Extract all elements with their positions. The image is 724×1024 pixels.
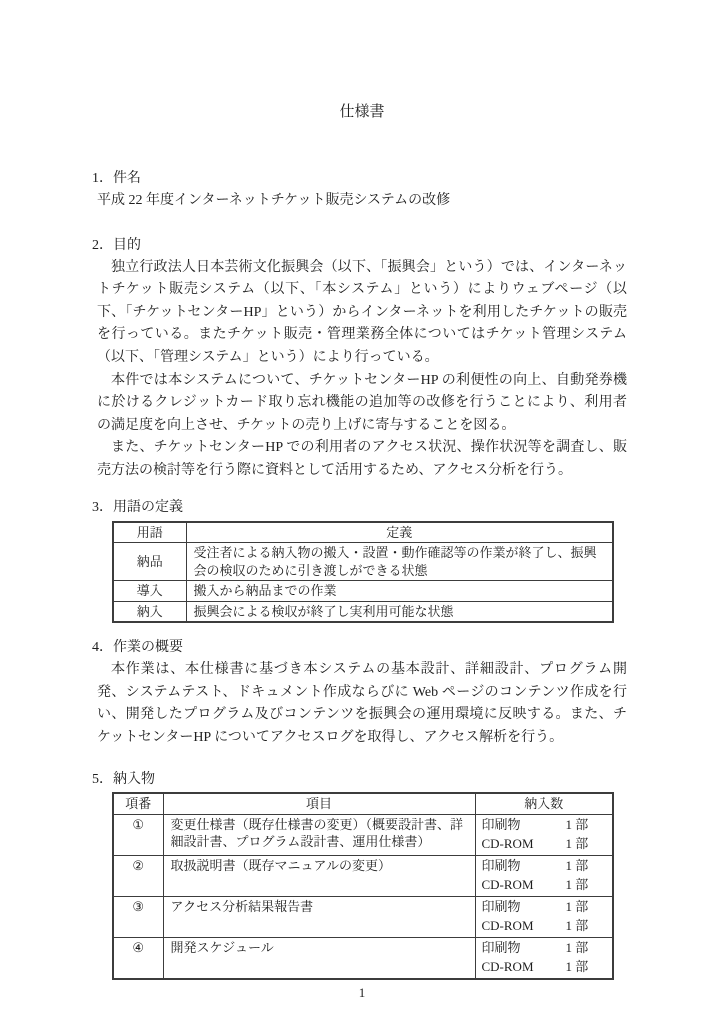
deliverables-table	[112, 792, 614, 980]
quantity-line	[476, 835, 613, 854]
quantity-cell	[475, 855, 613, 896]
media-label: 印刷物	[481, 939, 521, 955]
media-label: CD-ROM	[481, 917, 534, 933]
deliverables-table-header-row	[113, 793, 613, 814]
definition-cell: 振興会による検収が終了し実利用可能な状態	[186, 601, 613, 622]
term-cell: 納入	[113, 601, 186, 622]
item-name-cell: 取扱説明書（既存マニュアルの変更）	[163, 855, 475, 896]
quantity-cell	[475, 937, 613, 979]
quantity-cell	[475, 814, 613, 855]
quantity-line	[476, 876, 613, 895]
section-1-body: 平成 22 年度インターネットチケット販売システムの改修	[97, 193, 451, 208]
definition-cell: 搬入から納品までの作業	[186, 581, 613, 602]
terms-table-header-row	[113, 522, 613, 543]
quantity-line	[476, 939, 613, 958]
quantity-line	[476, 816, 613, 835]
table-row	[113, 896, 613, 937]
item-number-cell: ②	[113, 855, 163, 896]
media-count: 1 部	[565, 816, 589, 832]
section-4-paragraph-1: 本作業は、本仕様書に基づき本システムの基本設計、詳細設計、プログラム開発、システムテスト、ドキュメント作成ならびに Web ページのコンテンツ作成を行い、開発したプログラム及びコンテンツを振興会の運用環境に反映する。また、チケットセンターHP についてアクセスログを取得し、アクセス解析を行う。	[97, 662, 627, 745]
section-4-heading: 4．作業の概要	[92, 640, 183, 656]
document-content	[92, 0, 627, 980]
media-count: 1 部	[565, 898, 589, 914]
section-3-heading: 3．用語の定義	[92, 499, 183, 515]
table-row	[113, 581, 613, 602]
deliverables-header-item: 項目	[163, 793, 475, 814]
media-count: 1 部	[565, 958, 589, 974]
section-2-paragraph-2: 本件では本システムについて、チケットセンターHP の利便性の向上、自動発券機に於けるクレジットカード取り忘れ機能の追加等の改修を行うことにより、利用者の満足度を向上させ、チケットの売り上げに寄与することを図る。	[97, 372, 627, 433]
media-label: CD-ROM	[481, 876, 534, 892]
page-number: 1	[358, 985, 366, 1000]
quantity-line	[476, 898, 613, 917]
media-label: 印刷物	[481, 857, 521, 873]
media-count: 1 部	[565, 917, 589, 933]
table-row	[113, 855, 613, 896]
media-label: 印刷物	[481, 898, 521, 914]
terms-header-term: 用語	[113, 522, 186, 543]
media-count: 1 部	[565, 939, 589, 955]
item-name-cell: 変更仕様書（既存仕様書の変更）（概要設計書、詳細設計書、プログラム設計書、運用仕様書）	[163, 814, 475, 855]
item-number-cell: ③	[113, 896, 163, 937]
quantity-line	[476, 857, 613, 876]
media-label: CD-ROM	[481, 958, 534, 974]
quantity-line	[476, 917, 613, 936]
media-count: 1 部	[565, 857, 589, 873]
section-2-paragraph-1: 独立行政法人日本芸術文化振興会（以下、「振興会」という）では、インターネットチケット販売システム（以下、「本システム」という）によりウェブページ（以下、「チケットセンターHP」という）からインターネットを利用したチケットの販売を行っている。またチケット販売・管理業務全体についてはチケット管理システム（以下、「管理システム」という）により行っている。	[97, 259, 627, 365]
definition-cell: 受注者による納入物の搬入・設置・動作確認等の作業が終了し、振興会の検収のために引き渡しができる状態	[186, 543, 613, 581]
term-cell: 納品	[113, 543, 186, 581]
deliverables-header-no: 項番	[113, 793, 163, 814]
document-title: 仕様書	[339, 104, 385, 120]
item-name-cell: 開発スケジュール	[163, 937, 475, 979]
table-row	[113, 543, 613, 581]
terms-table	[112, 521, 614, 624]
deliverables-header-quantity: 納入数	[475, 793, 613, 814]
media-label: 印刷物	[481, 816, 521, 832]
media-label: CD-ROM	[481, 835, 534, 851]
table-row	[113, 814, 613, 855]
terms-header-definition: 定義	[186, 522, 613, 543]
media-count: 1 部	[565, 876, 589, 892]
item-number-cell: ④	[113, 937, 163, 979]
media-count: 1 部	[565, 835, 589, 851]
table-row	[113, 937, 613, 979]
table-row	[113, 601, 613, 622]
section-2-paragraph-3: また、チケットセンターHP での利用者のアクセス状況、操作状況等を調査し、販売方法の検討等を行う際に資料として活用するため、アクセス分析を行う。	[97, 440, 627, 478]
item-name-cell: アクセス分析結果報告書	[163, 896, 475, 937]
section-5-heading: 5．納入物	[92, 772, 155, 788]
section-1-heading: 1．件名	[92, 171, 141, 186]
term-cell: 導入	[113, 581, 186, 602]
quantity-cell	[475, 896, 613, 937]
quantity-line	[476, 958, 613, 977]
item-number-cell: ①	[113, 814, 163, 855]
section-2-heading: 2．目的	[92, 237, 141, 253]
